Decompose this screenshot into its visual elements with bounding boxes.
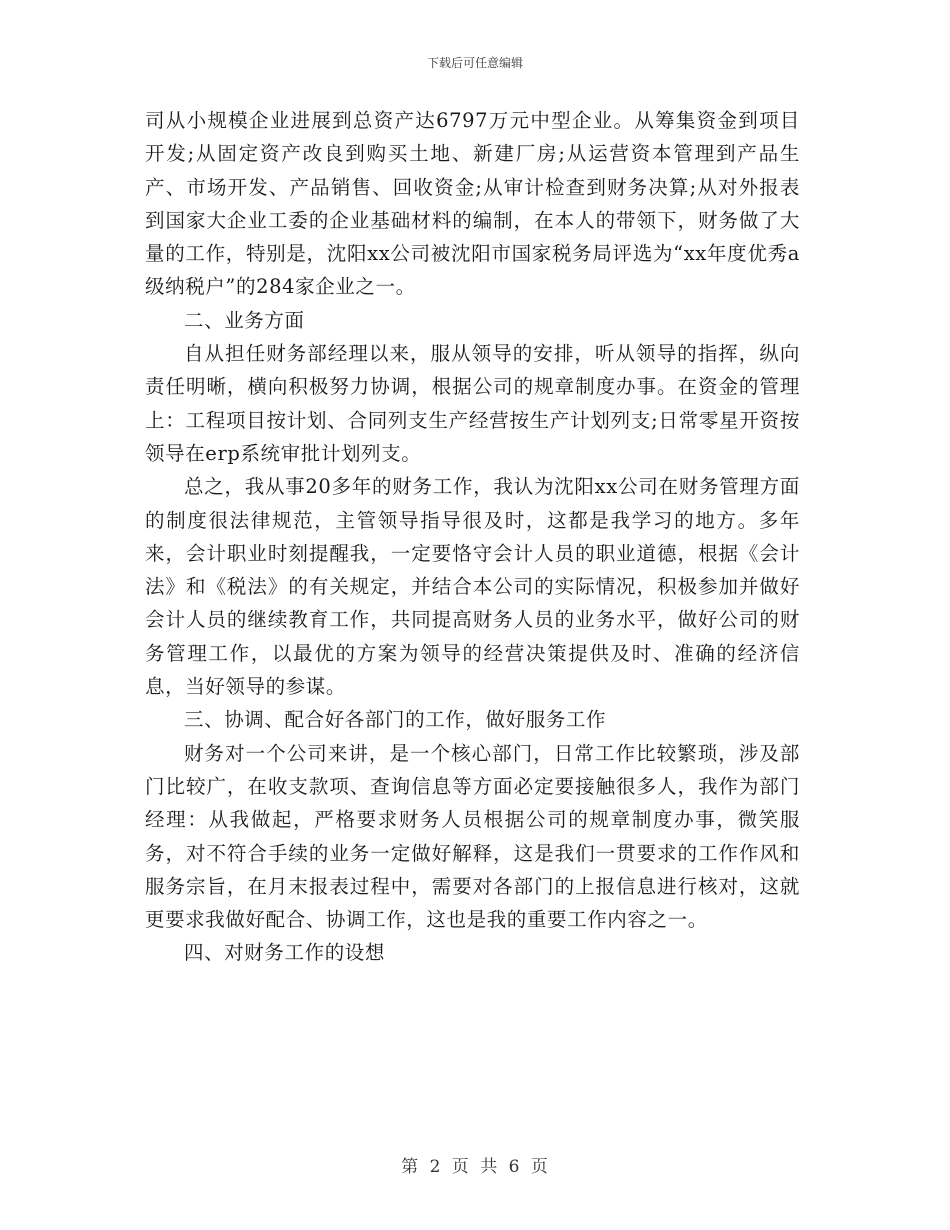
paragraph-summary: 总之，我从事20多年的财务工作，我认为沈阳xx公司在财务管理方面的制度很法律规范，主管领导指导很及时，这都是我学习的地方。多年来，会计职业时刻提醒我，一定要恪守会计人员的职业道德，根据《会计法》和《税法》的有关规定，并结合本公司的实际情况，积极参加并做好会计人员的继续教育工作，共同提高财务人员的业务水平，做好公司的财务管理工作，以最优的方案为领导的经营决策提供及时、准确的经济信息，当好领导的参谋。 — [145, 475, 800, 699]
page-number: 第 2 页 共 6 页 — [401, 1157, 549, 1177]
section-heading-coordination: 三、协调、配合好各部门的工作，做好服务工作 — [184, 708, 607, 732]
section-heading-plans: 四、对财务工作的设想 — [184, 941, 386, 965]
paragraph-coordination: 财务对一个公司来讲，是一个核心部门，日常工作比较繁琐，涉及部门比较广，在收支款项、查询信息等方面必定要接触很多人，我作为部门经理：从我做起，严格要求财务人员根据公司的规章制度办事，微笑服务，对不符合手续的业务一定做好解释，这是我们一贯要求的工作作风和服务宗旨，在月末报表过程中，需要对各部门的上报信息进行核对，这就更要求我做好配合、协调工作，这也是我的重要工作内容之一。 — [145, 741, 800, 932]
document-body — [145, 104, 800, 970]
header-note: 下载后可任意编辑 — [426, 56, 523, 70]
paragraph-business: 自从担任财务部经理以来，服从领导的安排，听从领导的指挥，纵向责任明晰，横向积极努力协调，根据公司的规章制度办事。在资金的管理上：工程项目按计划、合同列支生产经营按生产计划列支;日常零星开资按领导在erp系统审批计划列支。 — [145, 342, 800, 465]
paragraph-continuation: 司从小规模企业进展到总资产达6797万元中型企业。从筹集资金到项目开发;从固定资产改良到购买土地、新建厂房;从运营资本管理到产品生产、市场开发、产品销售、回收资金;从审计检查到财务决算;从对外报表到国家大企业工委的企业基础材料的编制，在本人的带领下，财务做了大量的工作，特别是，沈阳xx公司被沈阳市国家税务局评选为“xx年度优秀a级纳税户”的284家企业之一。 — [145, 109, 800, 299]
section-heading-business: 二、业务方面 — [184, 308, 305, 332]
